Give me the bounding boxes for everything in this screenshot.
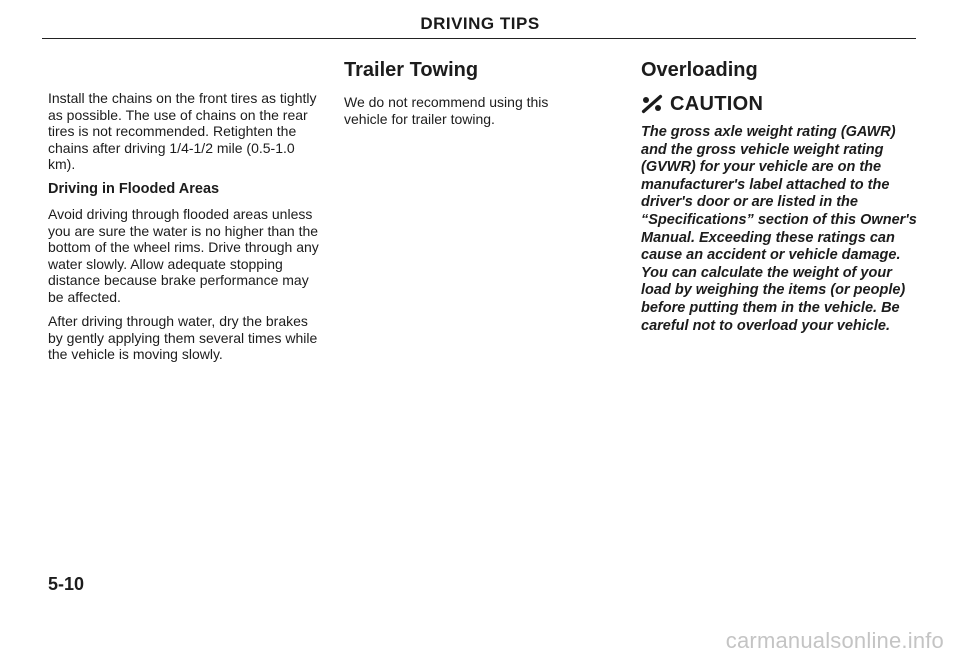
- watermark-url: carmanualsonline.info: [725, 628, 944, 653]
- page-header-title: DRIVING TIPS: [420, 14, 540, 33]
- header-divider: [42, 38, 916, 39]
- caution-slash-icon: [641, 94, 663, 114]
- chains-paragraph: Install the chains on the front tires as tightly as possible. The use of chains on the rear tires is not recommended. Retighten the chains after driving 1/4-1/2 mile (0.5-1.0 km).: [48, 90, 317, 172]
- column-overloading: [641, 58, 917, 343]
- caution-label: CAUTION: [670, 92, 764, 115]
- column-chains-and-flooded-areas: [48, 90, 320, 371]
- flooded-areas-paragraph: Avoid driving through flooded areas unless you are sure the water is no higher than the bottom of the wheel rims. Drive through any water slowly. Allow adequate stopping distance because brake performance may be affected.: [48, 206, 319, 305]
- caution-banner: [641, 92, 917, 116]
- dry-brakes-paragraph: After driving through water, dry the brakes by gently applying them several times while the vehicle is moving slowly.: [48, 313, 318, 362]
- page-number: 5-10: [48, 574, 85, 594]
- caution-body-text: The gross axle weight rating (GAWR) and the gross vehicle weight rating (GVWR) for your vehicle are on the manufacturer's label attached to the driver's door or are listed in the “Specifications” section of this Owner's Manual. Exceeding these ratings can cause an accident or vehicle damage. You can calculate the weight of your load by weighing the items (or people) before putting them in the vehicle. Be careful not to overload your vehicle.: [641, 124, 917, 334]
- trailer-towing-paragraph: We do not recommend using this vehicle for trailer towing.: [344, 94, 549, 127]
- flooded-areas-subheading: Driving in Flooded Areas: [48, 180, 220, 197]
- trailer-towing-heading: Trailer Towing: [344, 59, 479, 81]
- column-trailer-towing: [344, 58, 594, 135]
- overloading-heading: Overloading: [641, 59, 758, 81]
